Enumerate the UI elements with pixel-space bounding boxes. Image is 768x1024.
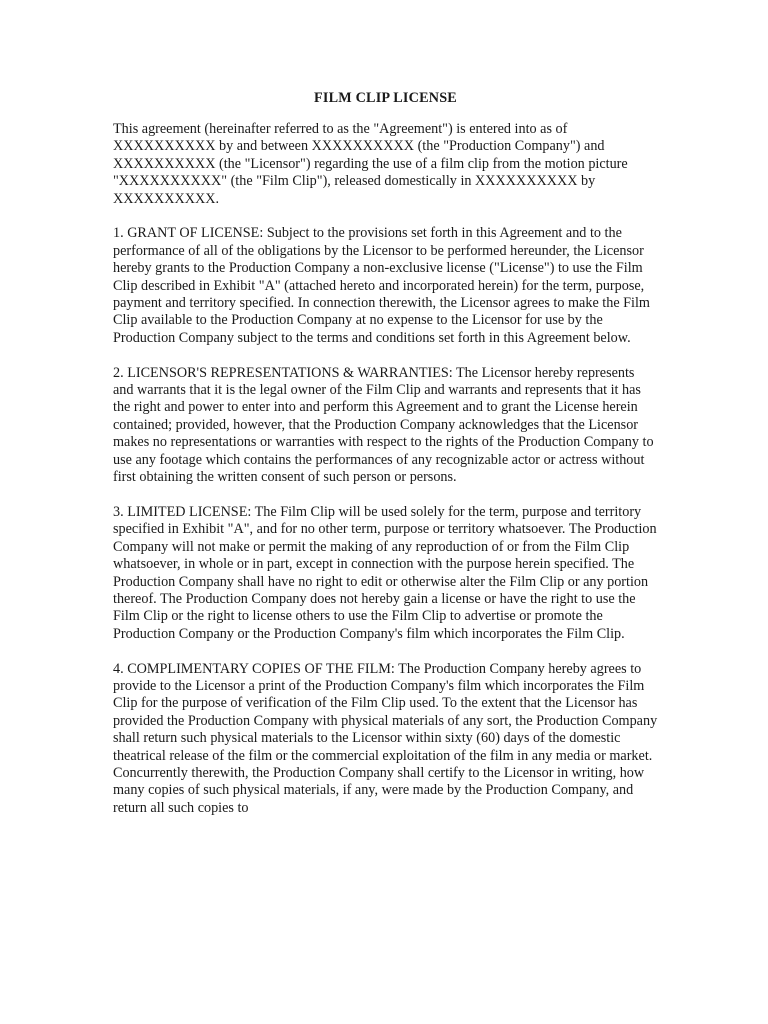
representations-warranties-paragraph: 2. LICENSOR'S REPRESENTATIONS & WARRANTIES: The Licensor hereby represents and warrants that it is the legal owner of the Film Clip and warrants and represents that it has the right and power to enter into and perform this Agreement and to grant the License herein contained; provided, however, that the Production Company acknowledges that the Licensor makes no representations or warranties with respect to the rights of the Production Company to use any footage which contains the performances of any recognizable actor or actress without first obtaining the written consent of such person or persons. [113, 364, 654, 486]
document-title: FILM CLIP LICENSE [314, 90, 457, 106]
intro-paragraph: This agreement (hereinafter referred to as the "Agreement") is entered into as of XXXXXXXXXX by and between XXXXXXXXXX (the "Production Company") and XXXXXXXXXX (the "Licensor") regarding the use of a film clip from the motion picture "XXXXXXXXXX" (the "Film Clip"), released domestically in XXXXXXXXXX by XXXXXXXXXX. [113, 121, 628, 207]
complimentary-copies-paragraph: 4. COMPLIMENTARY COPIES OF THE FILM: The Production Company hereby agrees to provide to the Licensor a print of the Production Company's film which incorporates the Film Clip for the purpose of verification of the Film Clip used. To the extent that the Licensor has provided the Production Company with physical materials of any sort, the Production Company shall return such physical materials to the Licensor within sixty (60) days of the domestic theatrical release of the film or the commercial exploitation of the film in any media or market. Concurrently therewith, the Production Company shall certify to the Licensor in writing, how many copies of such physical materials, if any, were made by the Production Company, and return all such copies to [113, 660, 658, 816]
grant-of-license-paragraph: 1. GRANT OF LICENSE: Subject to the provisions set forth in this Agreement and to the performance of all of the obligations by the Licensor to be performed hereunder, the Licensor hereby grants to the Production Company a non-exclusive license ("License") to use the Film Clip described in Exhibit "A" (attached hereto and incorporated herein) for the term, purpose, payment and territory specified. In connection therewith, the Licensor agrees to make the Film Clip available to the Production Company at no expense to the Licensor for use by the Production Company subject to the terms and conditions set forth in this Agreement below. [113, 225, 650, 346]
limited-license-paragraph: 3. LIMITED LICENSE: The Film Clip will be used solely for the term, purpose and territory specified in Exhibit "A", and for no other term, purpose or territory whatsoever. The Production Company will not make or permit the making of any reproduction of or from the Film Clip whatsoever, in whole or in part, except in connection with the purpose herein specified. The Production Company shall have no right to edit or otherwise alter the Film Clip or any portion thereof. The Production Company does not hereby gain a license or have the right to use the Film Clip or the right to license others to use the Film Clip to advertise or promote the Production Company or the Production Company's film which incorporates the Film Clip. [113, 503, 657, 642]
